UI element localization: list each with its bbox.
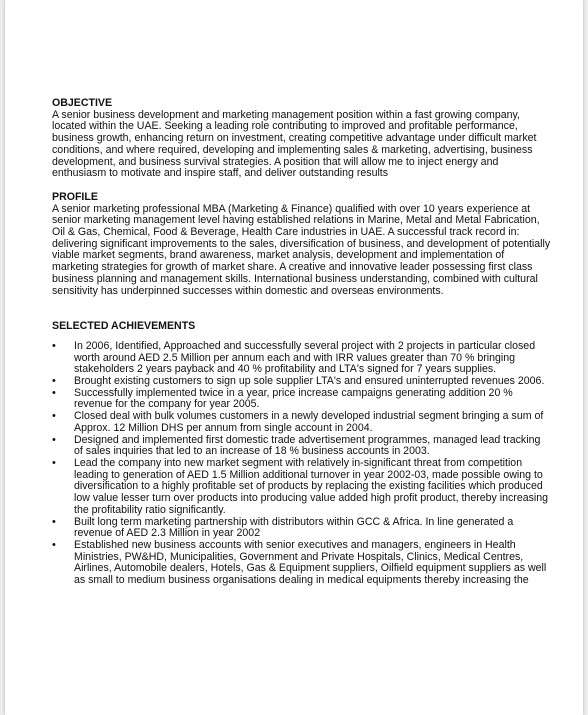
achievement-item: • Brought existing customers to sign up sole supplier LTA's and ensured uninterrupted revenues 2006. xyxy=(52,376,552,388)
profile-text: A senior marketing professional MBA (Marketing & Finance) qualified with over 10 years experience at senior marketing management level having established relations in Marine, Metal and Metal Fabrication, Oil & Gas, Chemical, Food & Beverage, Health Care industries in UAE. A successful track record in: delivering significant improvements to the sales, diversification of business, and development of potentially viable market segments, brand awareness, market analysis, development and implementation of marketing strategies for growth of market share. A creative and innovative leader possessing first class business planning and management skills. International business understanding, combined with cultural sensitivity has underpinned successes within domestic and overseas environments. xyxy=(52,202,551,297)
achievement-item: • Designed and implemented first domestic trade advertisement programmes, managed lead tracking of sales inquiries that led to an increase of 18 % business accounts in 2003. xyxy=(52,435,552,458)
document-page xyxy=(5,0,583,715)
section-spacer xyxy=(52,180,552,192)
achievement-item: • Successfully implemented twice in a year, price increase campaigns generating addition 20 % revenue for the company for year 2005. xyxy=(52,388,552,411)
achievement-item: • Established new business accounts with senior executives and managers, engineers in Health Ministries, PW&HD, Municipalities, Government and Private Hospitals, Clinics, Medical Centres, Airlines, Automobile dealers, Hotels, Gas & Equipment suppliers, Oilfield equipment suppliers as well as small to medium business organisations dealing in medical equipments thereby increasing the xyxy=(52,540,552,587)
achievements-heading: SELECTED ACHIEVEMENTS xyxy=(52,320,196,333)
profile-heading: PROFILE xyxy=(52,190,98,203)
achievement-item: • Built long term marketing partnership with distributors within GCC & Africa. In line generated a revenue of AED 2.3 Million in year 2002 xyxy=(52,517,552,540)
achievement-item: • In 2006, Identified, Approached and successfully several project with 2 projects in particular closed worth around AED 2.5 Million per annum each and with IRR values greater than 70 % bringing stakeholders 2 years payback and 40 % profitability and LTA's signed for 7 years supplies. xyxy=(52,341,552,376)
resume-content xyxy=(52,98,552,587)
section-spacer xyxy=(52,297,552,321)
achievement-item: • Closed deal with bulk volumes customers in a newly developed industrial segment bringing a sum of Approx. 12 Million DHS per annum from single account in 2004. xyxy=(52,411,552,434)
achievement-item: • Lead the company into new market segment with relatively in-significant threat from competition leading to generation of AED 1.5 Million additional turnover in year 2002-03, made possible owing to diversification to a highly profitable set of products by replacing the existing facilities which produced low value lesser turn over products into producing value added high profit product, thereby increasing the profitability ratio significantly. xyxy=(52,458,552,517)
objective-heading: OBJECTIVE xyxy=(52,97,113,109)
objective-text: A senior business development and marketing management position within a fast growing company, located within the UAE. Seeking a leading role contributing to improved and profitable performance, business growth, enhancing return on investment, creating competitive advantage under difficult market conditions, and where required, developing and implementing sales & marketing, advertising, business development, and business survival strategies. A position that will allow me to inject energy and enthusiasm to motivate and inspire staff, and deliver outstanding results xyxy=(52,108,537,180)
achievements-list xyxy=(52,341,552,587)
